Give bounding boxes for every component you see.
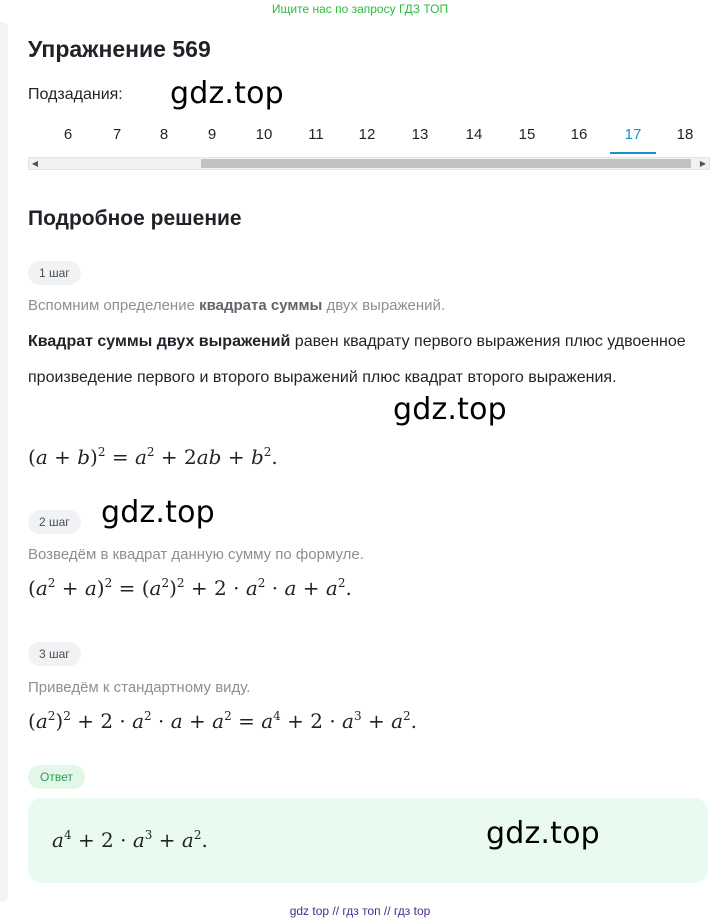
scroll-right-icon[interactable]: ▶	[699, 159, 707, 168]
step-1-formula: $(a + b)^2 = a^2 + 2ab + b^2$.	[28, 445, 278, 469]
step-3-formula: $(a^2)^2 + 2 \cdot a^2 \cdot a + a^2 = a^4 + 2 \cdot a^3 + a^2$.	[28, 709, 418, 733]
footer-links[interactable]: gdz top // гдз топ // гдз top	[289, 904, 431, 918]
step-1-hint-prefix: Вспомним определение	[28, 297, 200, 314]
top-banner[interactable]: Ищите нас по запросу ГДЗ ТОП	[271, 2, 449, 16]
tabs-scrollbar[interactable]	[28, 157, 710, 170]
watermark: gdz.top	[101, 495, 215, 530]
step-1-hint-bold: квадрата суммы	[199, 297, 323, 314]
tab-6[interactable]: 6	[63, 126, 73, 143]
step-1-definition	[28, 324, 708, 396]
step-3-hint: Приведём к стандартному виду.	[28, 679, 251, 696]
tab-14[interactable]: 14	[465, 126, 483, 143]
scroll-thumb[interactable]	[201, 159, 691, 168]
tab-7[interactable]: 7	[112, 126, 122, 143]
step-1-definition-bold: Квадрат суммы двух выражений	[28, 333, 291, 350]
watermark: gdz.top	[486, 816, 600, 851]
tab-12[interactable]: 12	[358, 126, 376, 143]
tab-8[interactable]: 8	[159, 126, 169, 143]
step-2-hint: Возведём в квадрат данную сумму по формуле.	[28, 546, 364, 563]
tab-9[interactable]: 9	[207, 126, 217, 143]
tab-18[interactable]: 18	[676, 126, 694, 143]
step-1-chip: 1 шаг	[28, 261, 81, 285]
scroll-left-icon[interactable]: ◀	[31, 159, 39, 168]
watermark: gdz.top	[393, 392, 507, 427]
left-rail	[0, 22, 8, 902]
step-3-chip: 3 шаг	[28, 642, 81, 666]
section-heading: Подробное решение	[28, 207, 242, 230]
tab-16[interactable]: 16	[570, 126, 588, 143]
step-2-chip: 2 шаг	[28, 510, 81, 534]
tab-11[interactable]: 11	[308, 126, 324, 143]
subtask-tabs	[28, 124, 710, 156]
step-1-hint	[28, 297, 445, 314]
tab-10[interactable]: 10	[255, 126, 273, 143]
step-1-definition-text: равен квадрату первого выражения плюс удвоенное произведение первого и второго выражений плюс квадрат второго выражения.	[28, 333, 686, 386]
tab-13[interactable]: 13	[411, 126, 429, 143]
step-1-hint-suffix: двух выражений.	[322, 297, 446, 314]
tab-15[interactable]: 15	[518, 126, 536, 143]
page-title: Упражнение 569	[28, 36, 211, 62]
subtasks-label: Подзадания:	[28, 86, 123, 103]
answer-box	[28, 798, 708, 883]
step-2-formula: $(a^2 + a)^2 = (a^2)^2 + 2 \cdot a^2 \cdot a + a^2$.	[28, 576, 352, 600]
answer-formula: $a^4 + 2 \cdot a^3 + a^2$.	[52, 828, 208, 852]
answer-chip: Ответ	[28, 765, 85, 789]
watermark: gdz.top	[170, 76, 284, 111]
tab-17[interactable]: 17	[610, 124, 656, 156]
